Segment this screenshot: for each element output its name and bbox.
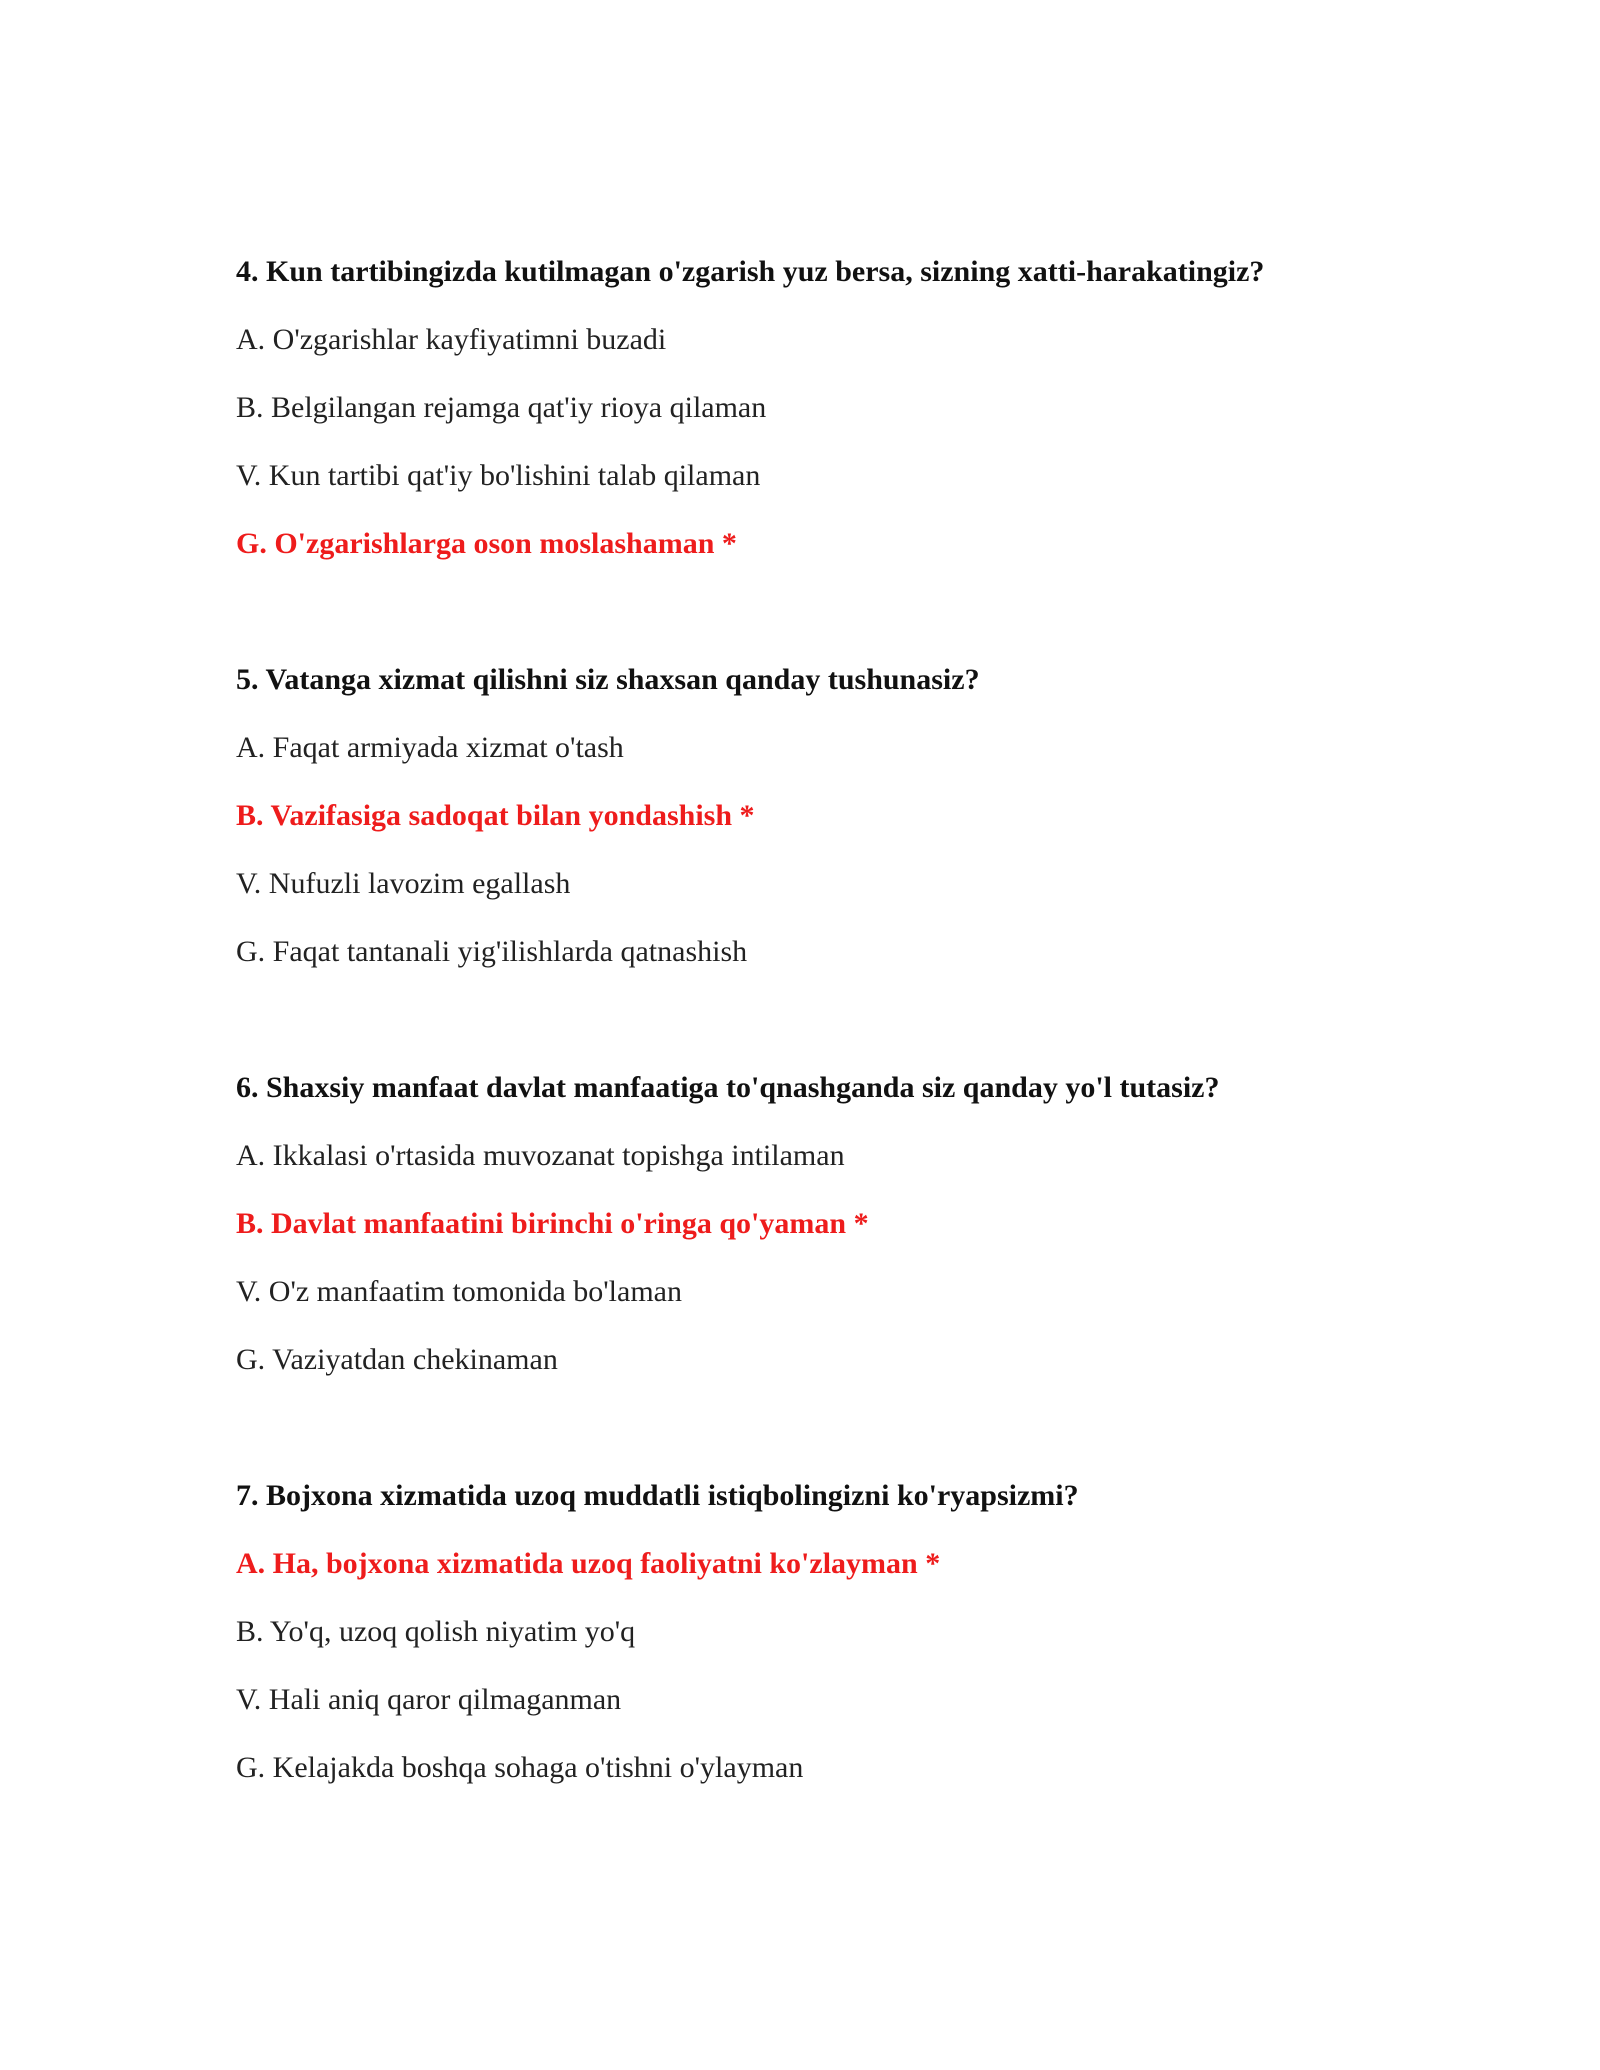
answer-option-b-correct: B. Davlat manfaatini birinchi o'ringa qo'yaman * [236, 1207, 869, 1240]
spacer [236, 592, 1436, 660]
question-block-5 [236, 660, 1436, 972]
answer-option-v: V. O'z manfaatim tomonida bo'laman [236, 1275, 682, 1308]
answer-option-g-correct: G. O'zgarishlarga oson moslashaman * [236, 527, 737, 560]
document-page [236, 252, 1436, 1816]
answer-option-a-correct: A. Ha, bojxona xizmatida uzoq faoliyatni ko'zlayman * [236, 1547, 941, 1580]
answer-option-a: A. O'zgarishlar kayfiyatimni buzadi [236, 323, 667, 356]
question-block-7 [236, 1476, 1436, 1788]
answer-option-v: V. Kun tartibi qat'iy bo'lishini talab qilaman [236, 459, 761, 492]
question-title: 4. Kun tartibingizda kutilmagan o'zgarish yuz bersa, sizning xatti-harakatingiz? [236, 255, 1265, 288]
question-title: 6. Shaxsiy manfaat davlat manfaatiga to'qnashganda siz qanday yo'l tutasiz? [236, 1071, 1220, 1104]
answer-option-b: B. Belgilangan rejamga qat'iy rioya qilaman [236, 391, 767, 424]
answer-option-g: G. Faqat tantanali yig'ilishlarda qatnashish [236, 935, 748, 968]
answer-option-a: A. Faqat armiyada xizmat o'tash [236, 731, 624, 764]
question-block-6 [236, 1068, 1436, 1380]
spacer [236, 1408, 1436, 1476]
answer-option-v: V. Nufuzli lavozim egallash [236, 867, 571, 900]
answer-option-a: A. Ikkalasi o'rtasida muvozanat topishga intilaman [236, 1139, 845, 1172]
answer-option-g: G. Kelajakda boshqa sohaga o'tishni o'ylayman [236, 1751, 804, 1784]
answer-option-b: B. Yo'q, uzoq qolish niyatim yo'q [236, 1615, 636, 1648]
answer-option-g: G. Vaziyatdan chekinaman [236, 1343, 558, 1376]
question-title: 5. Vatanga xizmat qilishni siz shaxsan qanday tushunasiz? [236, 663, 980, 696]
answer-option-v: V. Hali aniq qaror qilmaganman [236, 1683, 622, 1716]
answer-option-b-correct: B. Vazifasiga sadoqat bilan yondashish * [236, 799, 755, 832]
question-block-4 [236, 252, 1436, 564]
question-title: 7. Bojxona xizmatida uzoq muddatli istiqbolingizni ko'ryapsizmi? [236, 1479, 1079, 1512]
spacer [236, 1000, 1436, 1068]
